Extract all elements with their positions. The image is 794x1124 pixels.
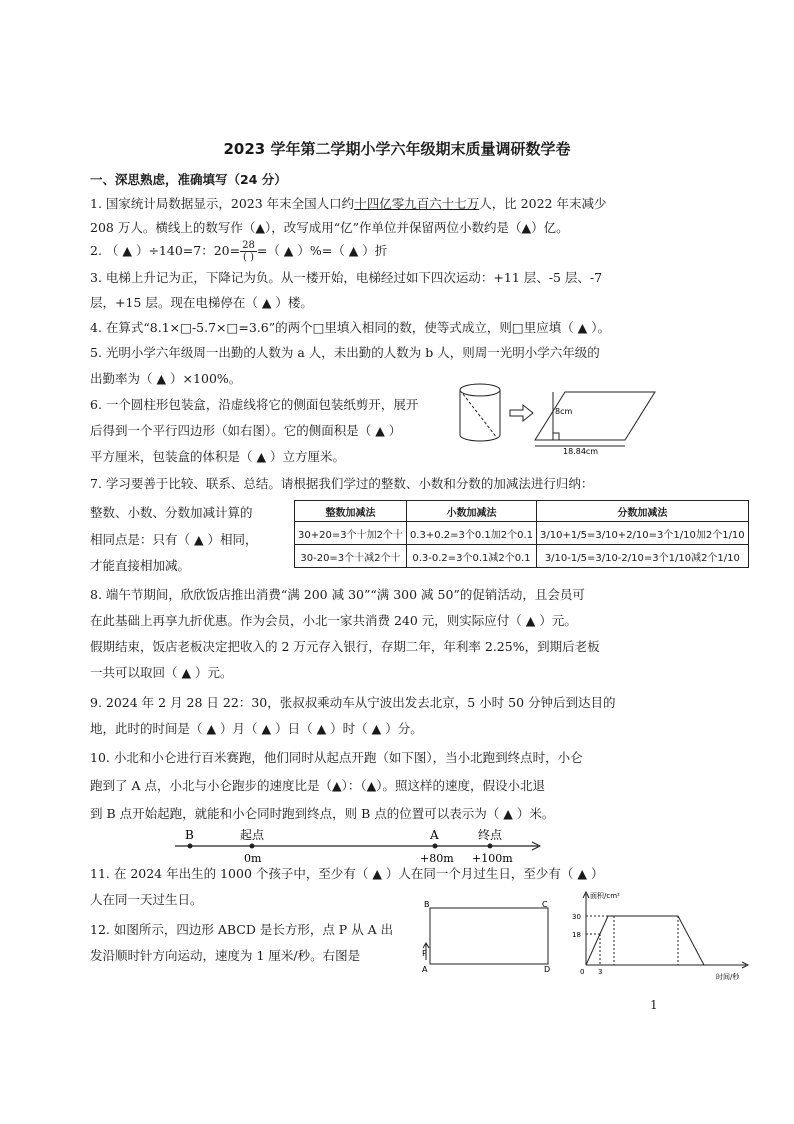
question-7-line3: 相同点是：只有（ ▲ ）相同， — [90, 532, 258, 547]
label-80m: +80m — [420, 852, 454, 865]
label-end: 终点 — [478, 828, 503, 842]
tick-3: 3 — [598, 968, 603, 976]
x-axis-label: 时间/秒 — [716, 973, 740, 981]
question-11-line1: 11. 在 2024 年出生的 1000 个孩子中，至少有（ ▲ ）人在同一个月过生日，至少有（ ▲ ） — [90, 866, 604, 881]
question-8-line3: 假期结束，饭店老板决定把收入的 2 万元存入银行，存期二年，年利率 2.25%，到期后老板 — [90, 639, 600, 654]
question-2: 2. （ ▲ ）÷140=7：20= $\frac{28}{( )}$ =（ ▲ ）%=（ ▲ ）折 — [90, 240, 388, 263]
section-heading: 一、深思熟虑，准确填写（24 分） — [90, 172, 287, 187]
label-a: A — [430, 828, 439, 842]
question-10-line2: 跑到了 A 点，小北与小仑跑步的速度比是（▲）：（▲）。照这样的速度，假设小北退 — [90, 778, 545, 793]
question-7-line2: 整数、小数、分数加减计算的 — [90, 505, 253, 520]
table-cell: 30-20=3个十减2个十 — [295, 545, 407, 568]
question-11-line2: 人在同一天过生日。 — [90, 892, 203, 907]
cylinder-shape — [460, 384, 500, 441]
question-10-line1: 10. 小北和小仑进行百米赛跑，他们同时从起点开跑（如下图），当小北跑到终点时，小仑 — [90, 750, 583, 765]
point-a — [433, 844, 438, 849]
label-100m: +100m — [472, 852, 513, 865]
question-9-line1: 9. 2024 年 2 月 28 日 22：30，张叔叔乘动车从宁波出发去北京，5 小时 50 分钟后到达目的 — [90, 695, 616, 710]
table-header-row — [295, 501, 749, 522]
table-header: 分数加减法 — [537, 501, 749, 522]
question-5-line1: 5. 光明小学六年级周一出勤的人数为 a 人，未出勤的人数为 b 人，则周一光明小学六年级的 — [90, 345, 600, 360]
question-7-line1: 7. 学习要善于比较、联系、总结。请根据我们学过的整数、小数和分数的加减法进行归纳： — [90, 476, 594, 491]
question-7-line4: 才能直接相加减。 — [90, 558, 191, 573]
graph-line — [586, 916, 704, 965]
label-p: P — [422, 949, 427, 958]
table-cell: 30+20=3个十加2个十 — [295, 522, 407, 545]
table-cell: 3/10+1/5=3/10+2/10=3个1/10加2个1/10 — [537, 522, 749, 545]
question-1-line2: 208 万人。横线上的数写作（▲），改写成用“亿”作单位并保留两位小数约是（▲）亿。 — [90, 220, 569, 235]
y-axis-label: 面积/cm² — [590, 892, 620, 900]
question-4: 4. 在算式“8.1×□-5.7×□=3.6”的两个□里填入相同的数，使等式成立，则□里应填（ ▲ ）。 — [90, 320, 611, 335]
parallelogram-shape — [535, 392, 655, 446]
summary-table — [294, 500, 749, 568]
table-header: 整数加减法 — [295, 501, 407, 522]
question-12-line2: 发沿顺时针方向运动，速度为 1 厘米/秒。右图是 — [90, 948, 361, 963]
question-8-line1: 8. 端午节期间，欣欣饭店推出消费“满 200 减 30”“满 300 减 50”的促销活动，且会员可 — [90, 587, 585, 602]
table-cell: 3/10-1/5=3/10-2/10=3个1/10减2个1/10 — [537, 545, 749, 568]
question-8-line2: 在此基础上再享九折优惠。作为会员，小北一家共消费 240 元，则实际应付（ ▲ ）元。 — [90, 613, 577, 628]
point-start — [250, 844, 255, 849]
table-cell: 0.3+0.2=3个0.1加2个0.1 — [406, 522, 536, 545]
number-line-figure — [170, 826, 550, 868]
label-a: A — [422, 965, 428, 974]
tick-18: 18 — [572, 931, 581, 939]
question-9-line2: 地，此时的时间是（ ▲ ）月（ ▲ ）日（ ▲ ）时（ ▲ ）分。 — [90, 721, 423, 736]
fraction: $\frac{28}{( )}$ — [242, 240, 255, 263]
area-time-graph — [566, 890, 756, 982]
underlined-number: 十四亿零九百六十七万 — [354, 196, 480, 211]
question-12-line1: 12. 如图所示，四边形 ABCD 是长方形，点 P 从 A 出 — [90, 922, 394, 937]
point-b — [188, 844, 193, 849]
question-1-line1: 1. 国家统计局数据显示，2023 年末全国人口约十四亿零九百六十七万人，比 2022 年末减少 — [90, 196, 607, 211]
table-cell: 0.3-0.2=3个0.1减2个0.1 — [406, 545, 536, 568]
base-label: 18.84cm — [563, 447, 599, 455]
label-c: C — [542, 900, 548, 909]
label-d: D — [544, 965, 551, 974]
table-header: 小数加减法 — [406, 501, 536, 522]
point-end — [488, 844, 493, 849]
question-6-line1: 6. 一个圆柱形包装盒，沿虚线将它的侧面包装纸剪开，展开 — [90, 397, 419, 412]
table-row — [295, 545, 749, 568]
label-0m: 0m — [244, 852, 262, 865]
tick-30: 30 — [572, 913, 581, 921]
question-3-line1: 3. 电梯上升记为正，下降记为负。从一楼开始，电梯经过如下四次运动：+11 层、-5 层、-7 — [90, 270, 603, 285]
question-3-line2: 层，+15 层。现在电梯停在（ ▲ ）楼。 — [90, 295, 313, 310]
label-start: 起点 — [240, 828, 265, 842]
page-title: 2023 学年第二学期小学六年级期末质量调研数学卷 — [223, 140, 571, 158]
question-6-line2: 后得到一个平行四边形（如右图）。它的侧面积是（ ▲ ） — [90, 423, 402, 438]
arrow-right-icon — [510, 405, 533, 421]
rectangle-abcd-figure — [420, 898, 560, 976]
rectangle — [430, 908, 548, 964]
question-10-line3: 到 B 点开始起跑，就能和小仑同时跑到终点，则 B 点的位置可以表示为（ ▲ ）米。 — [90, 806, 555, 821]
question-6-line3: 平方厘米，包装盒的体积是（ ▲ ）立方厘米。 — [90, 449, 346, 464]
cylinder-unfold-figure — [455, 380, 665, 455]
question-5-line2: 出勤率为（ ▲ ）×100%。 — [90, 371, 242, 386]
question-8-line4: 一共可以取回（ ▲ ）元。 — [90, 665, 233, 680]
table-row — [295, 522, 749, 545]
label-b: B — [185, 828, 194, 842]
page-number: 1 — [650, 998, 658, 1012]
label-b: B — [424, 900, 430, 909]
height-label: 8cm — [555, 407, 573, 416]
tick-0: 0 — [580, 968, 585, 976]
